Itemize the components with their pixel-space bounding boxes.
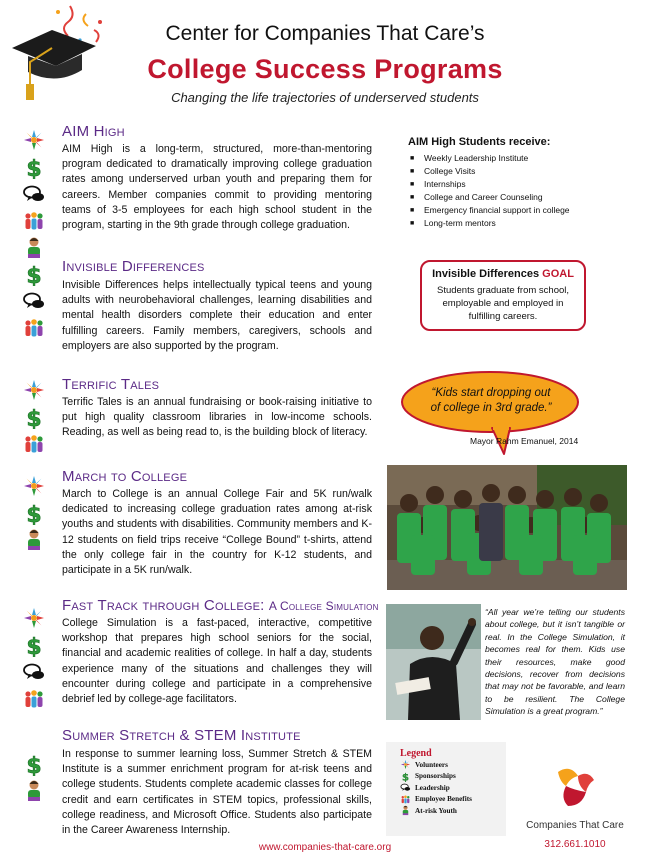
employee-benefits-icon	[22, 432, 46, 456]
leadership-icon	[22, 182, 46, 206]
invisible-differences-goal-box	[420, 260, 586, 331]
terrific-tales-body: Terrific Tales is an annual fundraising or book-raising initiative to put high quality classroom libraries in low-income schools. Reading, as well as being read to, is the building block of literacy.	[62, 396, 372, 439]
march-to-college-title: March to College	[62, 468, 188, 485]
teacher-photo	[386, 604, 481, 720]
volunteers-icon	[400, 759, 411, 770]
leadership-icon	[22, 289, 46, 313]
aim-high-text: AIM High is a long-term, structured, more-than-mentoring program dedicated to dramatically improving college graduation rates among underserved urban youth and preparing them for careers. Member companies commit to providing mentoring teams of 3-5 employees for each high school student in the program, starting in the 9th grade through college graduation.	[62, 143, 372, 232]
legend-item-volunteers	[400, 759, 500, 771]
legend-item-sponsorships	[400, 771, 500, 783]
invisible-differences-body: Invisible Differences helps intellectually typical teens and young adults with neurobehavioral challenges, learning disabilities and mental health disorders complete their education and enter fulfilling careers. Family members, caregivers, schools and employers are also supported by the program.	[62, 279, 372, 352]
legend-label: At-risk Youth	[415, 806, 457, 815]
summer-stretch-title: Summer Stretch & STEM Institute	[62, 727, 301, 744]
aim-high-benefits-box	[408, 136, 608, 230]
quote-bubble-text: “Kids start dropping out of college in 3rd grade.”	[430, 387, 552, 414]
march-icons	[22, 474, 48, 555]
legend	[386, 742, 506, 836]
website-link[interactable]: www.companies-that-care.org	[258, 842, 392, 853]
aim-high-body	[62, 142, 372, 233]
volunteers-icon	[22, 474, 46, 498]
benefit-item: ■ Long-term mentors	[424, 217, 608, 230]
benefit-item: ■ Weekly Leadership Institute	[424, 152, 608, 165]
volunteers-icon	[22, 128, 46, 152]
benefit-item: ■ College and Career Counseling	[424, 191, 608, 204]
at-risk-youth-icon	[22, 528, 46, 552]
companies-that-care-logo	[548, 762, 604, 812]
aim-icons	[22, 128, 48, 263]
legend-label: Sponsorships	[415, 772, 456, 781]
invisible-differences-title: Invisible Differences	[62, 258, 205, 275]
tagline: Changing the life trajectories of underserved students	[171, 90, 479, 105]
march-to-college-body: March to College is an annual College Fair and 5K run/walk dedicated to increasing college graduation rates among at-risk youths and students with disabilities. Community members and K-12 students on field trips receive “College Bound” t-shirts, attend the only college fair in the country for K-12 students, and participate in a 5K run/walk.	[62, 488, 372, 577]
sponsorships-icon	[22, 262, 46, 286]
org-title: Center for Companies That Care’s	[165, 22, 485, 45]
legend-item-employee-benefits	[400, 794, 500, 806]
employee-benefits-icon	[22, 209, 46, 233]
at-risk-youth-icon	[22, 236, 46, 260]
fast-track-title-main: Fast Track through College:	[62, 597, 265, 614]
fasttrack-icons	[22, 606, 48, 714]
summer-stretch-body: In response to summer learning loss, Summer Stretch & STEM Institute is a summer enrichment program for at-risk teens and college students. Students complete academic classes for college credit and earn certificates in STEM topics, professional skills, college readiness, and Microsoft Office. Students also participate in the Career Awareness Internship.	[62, 748, 372, 837]
tales-icons	[22, 378, 48, 459]
sponsorships-icon	[400, 771, 411, 782]
legend-item-leadership	[400, 782, 500, 794]
sponsorships-icon	[22, 752, 46, 776]
sponsorships-icon	[22, 405, 46, 429]
benefit-item: ■ Emergency financial support in college	[424, 204, 608, 217]
terrific-tales-title: Terrific Tales	[62, 376, 160, 393]
summer-icons	[22, 752, 48, 806]
employee-benefits-icon	[22, 316, 46, 340]
phone-number: 312.661.1010	[544, 839, 606, 850]
at-risk-youth-icon	[400, 805, 411, 816]
aim-high-benefits-heading: AIM High Students receive:	[408, 136, 551, 148]
benefit-item: ■ College Visits	[424, 165, 608, 178]
legend-title: Legend	[400, 748, 432, 759]
org-name: Companies That Care	[526, 820, 624, 831]
quote-attribution: Mayor Rahm Emanuel, 2014	[470, 436, 579, 446]
legend-label: Leadership	[415, 783, 450, 792]
page-title: College Success Programs	[147, 54, 503, 84]
at-risk-youth-icon	[22, 779, 46, 803]
goal-heading-prefix: Invisible Differences	[432, 268, 540, 280]
aim-high-title: AIM High	[62, 123, 125, 140]
employee-benefits-icon	[400, 794, 411, 805]
goal-heading-goal: GOAL	[542, 268, 574, 280]
sponsorships-icon	[22, 633, 46, 657]
volunteers-icon	[22, 606, 46, 630]
sponsorships-icon	[22, 155, 46, 179]
volunteers-icon	[22, 378, 46, 402]
employee-benefits-icon	[22, 687, 46, 711]
legend-label: Employee Benefits	[415, 795, 472, 804]
fast-track-subtitle: A College Simulation	[268, 599, 379, 613]
simulation-quote: “All year we’re telling our students about college, but it isn’t tangible or real. In the College Simulation, it becomes real for them. Kids use their resources, make good decisions, recover from decisions that may not be favorable, and learn to be resilient. The College Simulation is a great program.”	[485, 607, 625, 717]
legend-item-at-risk-youth	[400, 805, 500, 817]
students-group-photo	[387, 465, 627, 590]
fast-track-title	[62, 597, 379, 614]
sponsorships-icon	[22, 501, 46, 525]
goal-text: Students graduate from school, employable and employed in fulfilling careers.	[436, 285, 570, 322]
invisible-icons	[22, 262, 48, 343]
leadership-icon	[22, 660, 46, 684]
leadership-icon	[400, 782, 411, 793]
fast-track-body: College Simulation is a fast-paced, interactive, competitive workshop that prepares high school seniors for the social, financial and academic realities of college. In half a day, students experience many of the situations and challenges they will encounter during college and participate in a comprehensive debrief led by college-age facilitators.	[62, 617, 372, 706]
legend-label: Volunteers	[415, 760, 448, 769]
benefit-item: ■ Internships	[424, 178, 608, 191]
